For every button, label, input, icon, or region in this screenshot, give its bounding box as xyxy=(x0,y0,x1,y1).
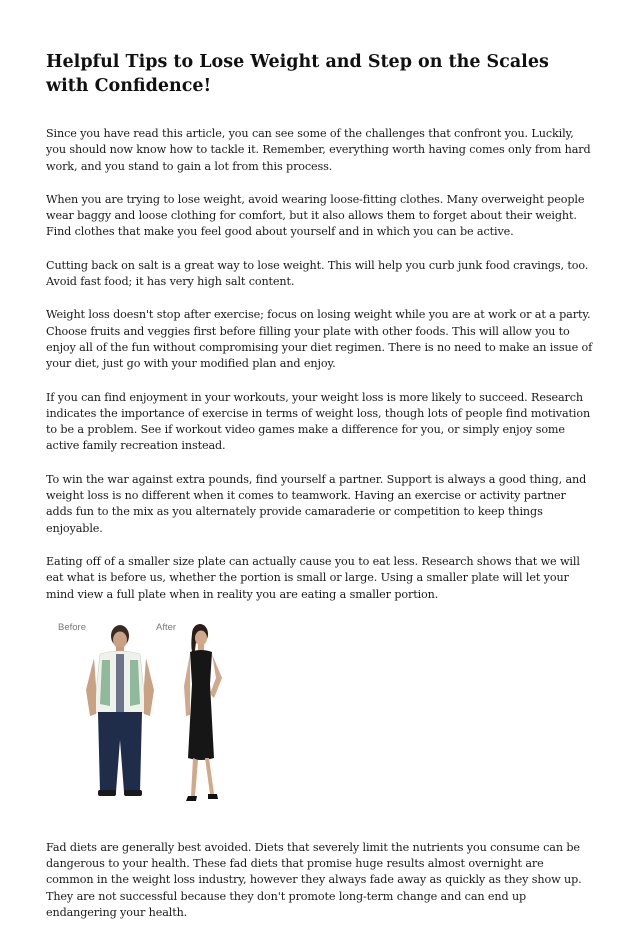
page-title: Helpful Tips to Lose Weight and Step on the Scales with Confidence! xyxy=(46,52,549,96)
after-label: After xyxy=(156,621,177,633)
paragraph-7: Eating off of a smaller size plate can actually cause you to eat less. Research shows that we will eat what is before us, whether the portion is small or large. Using a smaller plate will let your mind view a full plate when in reality you are eating a smaller portion. xyxy=(46,554,580,601)
paragraph-2: When you are trying to lose weight, avoid wearing loose-fitting clothes. Many overweight people wear baggy and loose clothing for comfort, but it also allows them to forget about their weight. Find clothes that make you feel good about yourself and in which you can be active. xyxy=(46,192,585,239)
paragraph-5: If you can find enjoyment in your workouts, your weight loss is more likely to succeed. Research indicates the importance of exercise in terms of weight loss, though lots of people find motivation to be a problem. See if workout video games make a difference for you, or simply enjoy some active family recreation instead. xyxy=(46,390,591,453)
after-figure xyxy=(184,624,222,801)
paragraph-8: Fad diets are generally best avoided. Diets that severely limit the nutrients you consume can be dangerous to your health. These fad diets that promise huge results almost overnight are common in the weight loss industry, however they always fade away as quickly as they show up. They are not successful because they don't promote long-term change and can end up endangering your health. xyxy=(46,840,582,920)
paragraph-1: Since you have read this article, you can see some of the challenges that confront you. Luckily, you should now know how to tackle it. Remember, everything worth having comes only from hard work, and you stand to gain a lot from this process. xyxy=(46,127,591,173)
before-label: Before xyxy=(58,621,86,633)
paragraph-4: Weight loss doesn't stop after exercise; focus on losing weight while you are at work or at a party. Choose fruits and veggies first before filling your plate with other foods. This will allow you to enjoy all of the fun without compromising your diet regimen. There is no need to make an issue of your diet, just go with your modified plan and enjoy. xyxy=(46,308,593,371)
document-page xyxy=(46,50,594,938)
before-after-photo xyxy=(50,620,260,818)
before-after-illustration xyxy=(50,620,260,818)
before-figure xyxy=(86,625,154,796)
paragraph-6: To win the war against extra pounds, find yourself a partner. Support is always a good thing, and weight loss is no different when it comes to teamwork. Having an exercise or activity partner adds fun to the mix as you alternately provide camaraderie or competition to keep things enjoyable. xyxy=(46,472,587,535)
paragraph-3: Cutting back on salt is a great way to lose weight. This will help you curb junk food cravings, too. Avoid fast food; it has very high salt content. xyxy=(46,258,589,289)
